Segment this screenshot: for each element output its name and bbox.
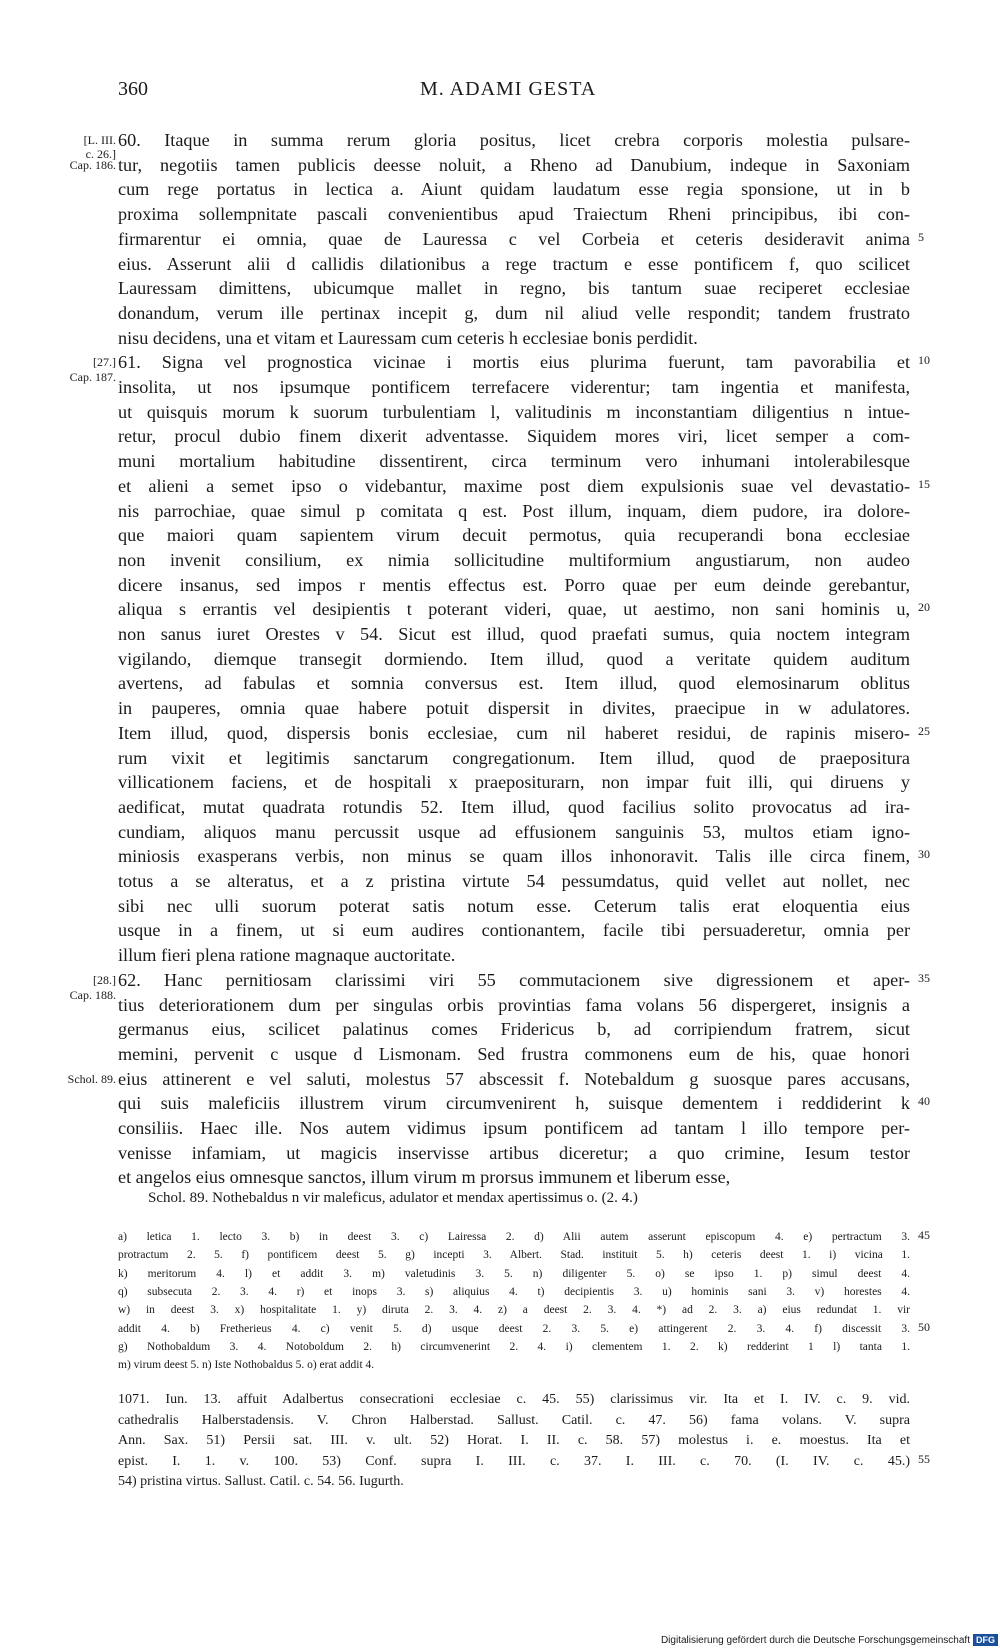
text-line: retur, procul dubio finem dixerit adventasse. Siquidem mores viri, licet semper a com- — [118, 426, 910, 447]
text-line: in pauperes, omnia quae habere potuit dispersit in divites, praecipue in w adulatores. — [118, 698, 910, 719]
text-line: 62. Hanc pernitiosam clarissimi viri 55 commutacionem sive digressionem et aper- — [118, 969, 910, 990]
source-note-line: Ann. Sax. 51) Persii sat. III. v. ult. 52) Horat. I. II. c. 58. 57) molestus i. e. moestus. Ita et — [118, 1433, 910, 1448]
footer-text: Digitalisierung gefördert durch die Deutsche Forschungsgemeinschaft — [660, 1634, 970, 1646]
footer — [661, 1634, 998, 1646]
text-line: et alieni a semet ipso o videbantur, maxime post diem expulsionis suae vel devastatio- — [118, 475, 910, 496]
footnote-line: g) Nothobaldum 3. 4. Notoboldum 2. h) circumvenerint 2. 4. i) clementem 1. 2. k) redderint 1 l) tanta 1. — [118, 1340, 910, 1353]
margin-reference: [27.] — [93, 355, 116, 370]
text-line: 60. Itaque in summa rerum gloria positus, licet crebra corporis molestia pulsare- — [118, 130, 910, 150]
footnote-line: m) virum deest 5. n) Iste Nothobaldus 5. o) erat addit 4. — [118, 1359, 375, 1372]
line-number: 55 — [918, 1451, 930, 1466]
margin-reference: Cap. 186. — [69, 157, 116, 172]
text-line: firmarentur ei omnia, quae de Lauressa c vel Corbeia et ceteris desideravit anima — [118, 228, 910, 249]
footnote-line: a) letica 1. lecto 3. b) in deest 3. c) Lairessa 2. d) Alii autem asserunt episcopum 4. e) pertractum 3. — [118, 1231, 910, 1243]
margin-reference: Cap. 188. — [69, 987, 116, 1002]
text-line: aedificat, mutat quadrata rotundis 52. Item illud, quod facilius solito provocatus ad ira- — [118, 796, 910, 817]
text-line: Lauressam dimittens, ubicumque mallet in regno, bis tantum suae reciperet ecclesiae — [118, 278, 910, 299]
text-line: proxima sollempnitate pascali convenientibus apud Traiectum Rheni principibus, ibi con- — [118, 204, 910, 225]
source-note-line: 1071. Iun. 13. affuit Adalbertus consecrationi ecclesiae c. 45. 55) clarissimus vir. Ita et I. IV. c. 9. vid. — [118, 1392, 910, 1407]
text-line: tur, negotiis tamen publicis deesse noluit, a Rheno ad Danubium, indeque in Saxoniam — [118, 154, 910, 175]
text-line: villicationem faciens, et de hospitali x praepositurarn, non impar fuit illi, qui diruens y — [118, 772, 910, 793]
source-note-line: 54) pristina virtus. Sallust. Catil. c. 54. 56. Iugurth. — [118, 1474, 404, 1489]
margin-reference: [28.] — [93, 972, 116, 987]
text-line: memini, pervenit c usque d Lismonam. Sed frustra commonens eum de his, quae honori — [118, 1043, 910, 1064]
margin-reference: [L. III. — [83, 133, 116, 147]
text-line: non invenit consilium, ex nimia sollicitudine multiformium angustiarum, non audeo — [118, 549, 910, 570]
text-line: eius. Asserunt alii d callidis dilationibus a rege tractum e esse pontificem f, quo scilicet — [118, 253, 910, 274]
source-note-line: epist. I. 1. v. 100. 53) Conf. supra I. III. c. 37. I. III. c. 70. (I. IV. c. 45.) — [118, 1453, 910, 1469]
text-line: cundiam, aliquos manu percussit usque ad effusionem sanguinis 53, multos etiam igno- — [118, 821, 910, 842]
text-line: et angelos eius omnesque sanctos, illum virum m prorsus immunem et liberum esse, — [118, 1167, 731, 1188]
text-line: eius attinerent e vel saluti, molestus 57 abscessit f. Notebaldum g suosque pares accusans, — [118, 1068, 910, 1089]
line-number: 25 — [918, 723, 930, 738]
text-line: nisu decidens, una et vitam et Lauressam cum ceteris h ecclesiae bonis perdidit. — [118, 327, 698, 348]
line-number: 50 — [918, 1319, 930, 1334]
text-line: non sanus iuret Orestes v 54. Sicut est illud, quod praefati sumus, quia noctem integram — [118, 624, 910, 644]
dfg-logo: DFG — [973, 1634, 998, 1646]
text-line: sibi nec ulli suorum poterat satis notum esse. Ceterum talis erat eloquentia eius — [118, 895, 910, 916]
line-number: 5 — [918, 229, 924, 244]
text-line: vigilando, diemque transegit dormiendo. Item illud, quod a veritate quidem auditum — [118, 648, 910, 669]
text-line: germanus eius, scilicet palatinus comes Fridericus b, ad corripiendum fratrem, sicut — [118, 1019, 910, 1040]
line-number: 15 — [918, 476, 930, 491]
text-line: usque in a finem, ut si eum audires contionantem, facile tibi persuaderetur, omnia per — [118, 920, 910, 941]
footnote-line: protractum 2. 5. f) pontificem deest 5. g) incepti 3. Albert. Stad. instituit 5. h) ceteris deest 1. i) vicina 1. — [118, 1249, 910, 1262]
text-line: rum vixit et legitimis sanctarum congregationum. Item illud, quod de praepositura — [118, 747, 910, 768]
line-number: 40 — [918, 1094, 930, 1109]
text-line: tius deteriorationem dum per singulas orbis provintias fama volans 56 dispergeret, insignis a — [118, 994, 910, 1015]
margin-reference: Cap. 187. — [69, 370, 116, 385]
text-line: ut quisquis morum k suorum turbulentiam l, valitudinis m inconstantiam diligentius n intue- — [118, 401, 910, 422]
text-line: consiliis. Haec ille. Nos autem vidimus ipsum pontificem ad tantam l illo tempore per- — [118, 1118, 910, 1138]
line-number: 30 — [918, 847, 930, 862]
text-line: dicere insanus, sed impos r mentis effectus est. Porro quae per eum deinde gerebantur, — [118, 574, 910, 595]
text-line: illum fieri plena ratione magnaque auctoritate. — [118, 945, 456, 966]
margin-reference: Schol. 89. — [67, 1071, 116, 1086]
line-number: 45 — [918, 1228, 930, 1242]
page-number: 360 — [118, 78, 148, 100]
text-line: 61. Signa vel prognostica vicinae i mortis eius plurima fuerunt, tam pavorabilia et — [118, 352, 910, 373]
footnote-line: addit 4. b) Fretherieus 4. c) venit 5. d) usque deest 2. 3. 5. e) attingerent 2. 3. 4. f) discessit 3. — [118, 1322, 910, 1335]
margin-reference: c. 26.] — [85, 146, 116, 161]
footnote-line: w) in deest 3. x) hospitalitate 1. y) diruta 2. 3. 4. z) a deest 2. 3. 4. *) ad 2. 3. a) eius redundat 1. vir — [118, 1304, 910, 1317]
text-line: insolita, ut nos ipsumque pontificem terrefacere viderentur; tam ingentia et manifesta, — [118, 377, 910, 397]
line-number: 10 — [918, 353, 930, 368]
source-note-line: cathedralis Halberstadensis. V. Chron Halberstad. Sallust. Catil. c. 47. 56) fama volans. V. supra — [118, 1412, 910, 1428]
scholion: Schol. 89. Nothebaldus n vir maleficus, adulator et mendax apertissimus o. (2. 4.) — [148, 1190, 638, 1206]
running-title: M. ADAMI GESTA — [420, 78, 597, 100]
text-line: miniosis exasperans verbis, non minus se quam illos inhonoravit. Talis ille circa finem, — [118, 846, 910, 867]
text-line: totus a se alteratus, et a z pristina virtute 54 pessumdatus, quid vellet aut nollet, nec — [118, 871, 910, 891]
text-line: qui suis maleficiis illustrem virum circumvenirent h, suisque dementem i reddiderint k — [118, 1093, 910, 1114]
text-line: muni mortalium habitudine dissentirent, circa terminum vero inhumani intolerabilesque — [118, 451, 910, 472]
line-number: 35 — [918, 970, 930, 985]
text-line: cum rege portatus in lectica a. Aiunt quidam laudatum esse regia sponsione, ut in b — [118, 179, 910, 200]
footnote-line: k) meritorum 4. l) et addit 3. m) valetudinis 3. 5. n) diligenter 5. o) se ipso 1. p) simul deest 4. — [118, 1267, 910, 1280]
text-line: que maiori quam sapientem virum decuit permotus, quia recuperandi bona ecclesiae — [118, 525, 910, 546]
line-number: 20 — [918, 600, 930, 615]
text-line: nis parrochiae, quae simul p comitata q est. Post illum, inquam, diem pudore, ira dolore- — [118, 500, 910, 521]
text-line: venisse infamiam, ut magicis inservisse artibus diceretur; a quo crimine, Iesum testor — [118, 1142, 910, 1163]
text-line: Item illud, quod, dispersis bonis ecclesiae, cum nil haberet residui, de rapinis misero- — [118, 722, 910, 743]
text-line: donandum, verum ille pertinax incepit g, dum nil aliud velle respondit; tandem frustrato — [118, 302, 910, 323]
text-line: avertens, ad fabulas et somnia conversus est. Item illud, quod elemosinarum oblitus — [118, 673, 910, 694]
footnote-line: q) subsecuta 2. 3. 4. r) et inops 3. s) aliquius 4. t) decipientis 3. u) hominis sani 3. v) horestes 4. — [118, 1285, 910, 1298]
text-line: aliqua s errantis vel desipientis t poterant videri, quae, ut aestimo, non sani hominis u, — [118, 599, 910, 620]
